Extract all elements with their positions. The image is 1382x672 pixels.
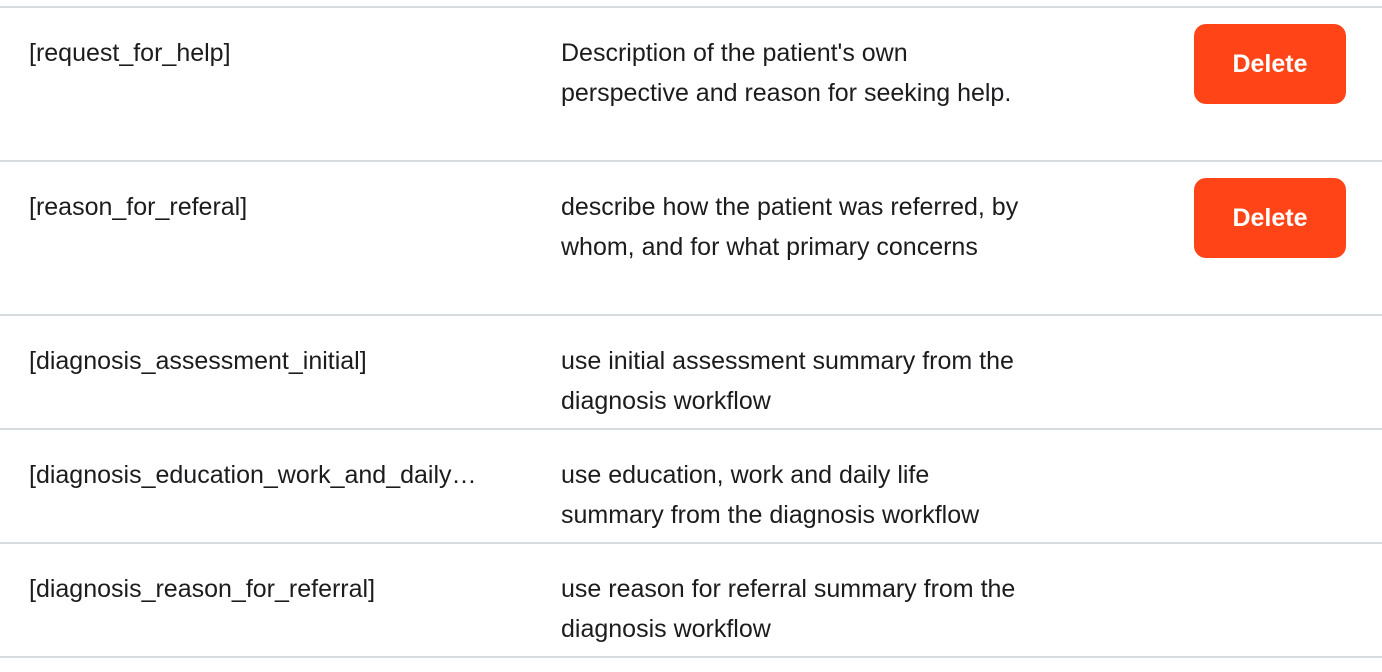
placeholder-description: describe how the patient was referred, by whom, and for what primary concerns xyxy=(561,193,1019,261)
placeholder-key xyxy=(0,316,532,381)
table-row xyxy=(0,162,1382,316)
placeholder-key-text: [reason_for_referal] xyxy=(29,193,248,221)
placeholder-description: use reason for referral summary from the diagnosis workflow xyxy=(561,575,1016,643)
placeholder-key-text: [request_for_help] xyxy=(29,39,231,67)
placeholder-key-text: [diagnosis_reason_for_referral] xyxy=(29,575,376,603)
table-row xyxy=(0,8,1382,162)
row-actions xyxy=(1194,178,1346,258)
placeholder-key-text: [diagnosis_assessment_initial] xyxy=(29,347,367,375)
delete-button[interactable]: Delete xyxy=(1194,24,1346,104)
placeholder-key-text: [diagnosis_education_work_and_daily… xyxy=(29,461,477,489)
placeholder-description: Description of the patient's own perspective and reason for seeking help. xyxy=(561,39,1012,107)
placeholder-key xyxy=(0,544,532,609)
delete-button[interactable]: Delete xyxy=(1194,178,1346,258)
placeholder-table xyxy=(0,6,1382,658)
table-row xyxy=(0,544,1382,658)
placeholder-key xyxy=(0,430,532,495)
placeholder-key xyxy=(0,162,532,227)
placeholder-key xyxy=(0,8,532,73)
table-row xyxy=(0,430,1382,544)
row-actions xyxy=(1194,24,1346,104)
placeholder-description: use initial assessment summary from the diagnosis workflow xyxy=(561,347,1014,415)
placeholder-description: use education, work and daily life summary from the diagnosis workflow xyxy=(561,461,980,529)
table-row xyxy=(0,316,1382,430)
